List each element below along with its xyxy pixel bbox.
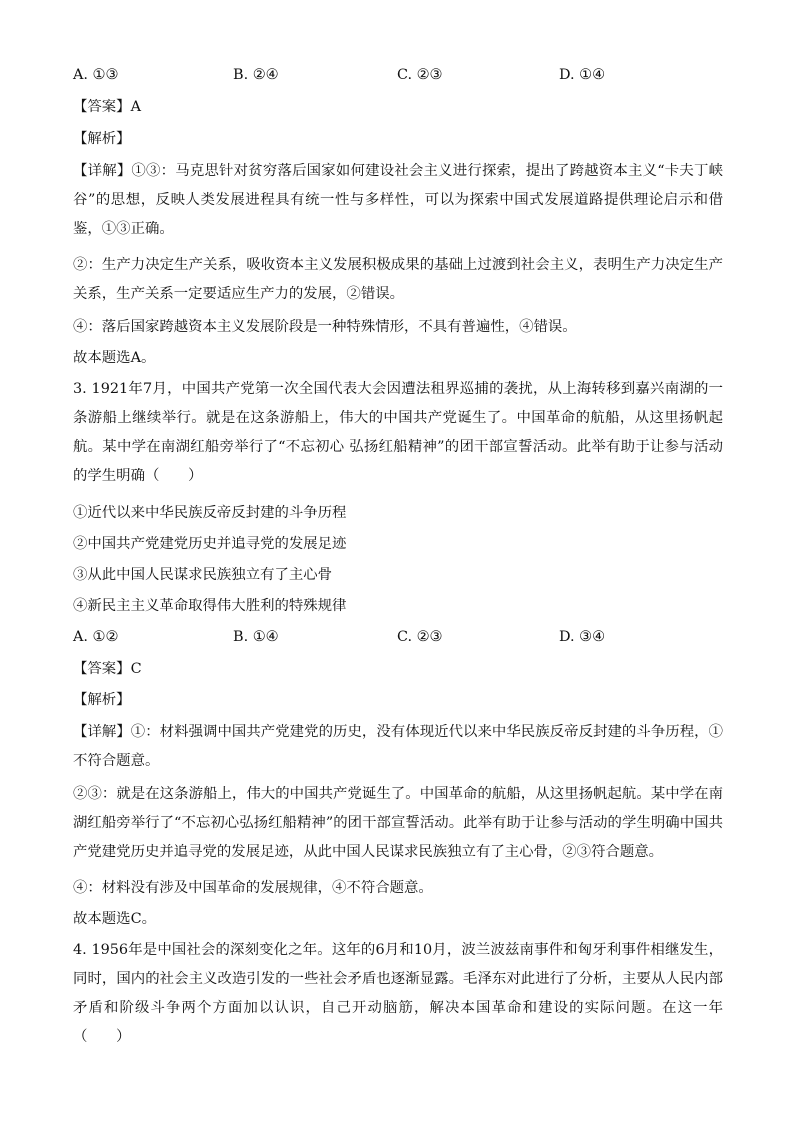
q3-option-b: B. ①④ <box>233 629 279 645</box>
q2-answer: 【答案】A <box>73 99 141 115</box>
q3-explain-2: ②③：就是在这条游船上，伟大的中国共产党诞生了。中国革命的航船，从这里扬帆起航。某中学在南湖红船旁举行了“不忘初心弘扬红船精神”的团干部宣誓活动。此举有助于让参与活动的学生明确中国共产党建党历史并追寻党的发展足迹，从此中国人民谋求民族独立有了主心骨，②③符合题意。 <box>73 786 723 860</box>
q3-item-3: ③从此中国人民谋求民族独立有了主心骨 <box>73 567 333 583</box>
q2-option-a: A. ①③ <box>73 67 119 83</box>
q3-option-d: D. ③④ <box>559 629 605 645</box>
q3-item-1: ①近代以来中华民族反帝反封建的斗争历程 <box>73 505 347 521</box>
q3-analysis-heading: 【解析】 <box>73 692 131 708</box>
q3-option-c: C. ②③ <box>397 629 443 645</box>
q2-option-c: C. ②③ <box>397 67 443 83</box>
q3-option-a: A. ①② <box>73 629 119 645</box>
q3-conclusion: 故本题选C。 <box>73 911 156 927</box>
q2-option-d: D. ①④ <box>559 67 605 83</box>
q3-item-2: ②中国共产党建党历史并追寻党的发展足迹 <box>73 536 347 552</box>
q3-options <box>73 623 723 652</box>
q2-explain-2: ②：生产力决定生产关系，吸收资本主义发展积极成果的基础上过渡到社会主义，表明生产力决定生产关系，生产关系一定要适应生产力的发展，②错误。 <box>73 257 723 302</box>
q2-explain-1: 【详解】①③：马克思针对贫穷落后国家如何建设社会主义进行探索，提出了跨越资本主义“卡夫丁峡谷”的思想，反映人类发展进程具有统一性与多样性，可以为探索中国式发展道路提供理论启示和借鉴，①③正确。 <box>73 163 723 237</box>
q2-option-b: B. ②④ <box>233 67 279 83</box>
q2-options <box>73 61 723 90</box>
q3-item-4: ④新民主主义革命取得伟大胜利的特殊规律 <box>73 598 347 614</box>
q3-stem: 3. 1921年7月，中国共产党第一次全国代表大会因遭法租界巡捕的袭扰，从上海转移到嘉兴南湖的一条游船上继续举行。就是在这条游船上，伟大的中国共产党诞生了。中国革命的航船，从这里扬帆起航。某中学在南湖红船旁举行了“不忘初心 弘扬红船精神”的团干部宣誓活动。此举有助于让参与活动的学生明确（ ） <box>73 381 723 484</box>
q2-analysis-heading: 【解析】 <box>73 131 131 147</box>
q4-stem: 4. 1956年是中国社会的深刻变化之年。这年的6月和10月，波兰波兹南事件和匈牙利事件相继发生，同时，国内的社会主义改造引发的一些社会矛盾也逐渐显露。毛泽东对此进行了分析，主要从人民内部矛盾和阶级斗争两个方面加以认识，自己开动脑筋，解决本国革命和建设的实际问题。在这一年（ ） <box>73 942 723 1045</box>
q3-answer: 【答案】C <box>73 661 142 677</box>
q3-explain-3: ④：材料没有涉及中国革命的发展规律，④不符合题意。 <box>73 880 433 896</box>
q2-conclusion: 故本题选A。 <box>73 350 156 366</box>
q3-explain-1: 【详解】①：材料强调中国共产党建党的历史，没有体现近代以来中华民族反帝反封建的斗争历程，①不符合题意。 <box>73 724 723 769</box>
q2-explain-3: ④：落后国家跨越资本主义发展阶段是一种特殊情形，不具有普遍性，④错误。 <box>73 319 577 335</box>
